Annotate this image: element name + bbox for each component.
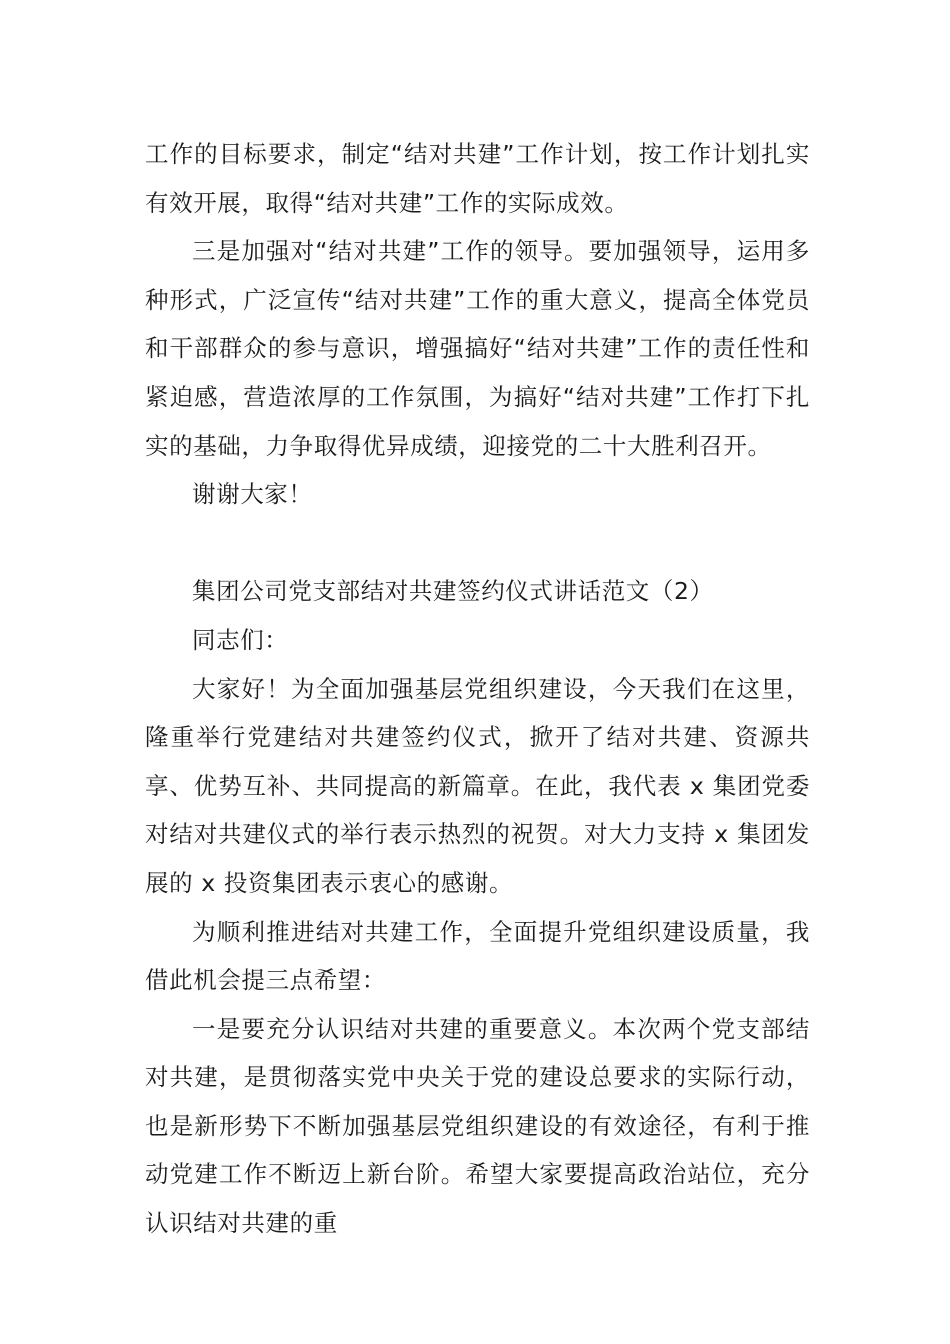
- paragraph-hopes-intro: 为顺利推进结对共建工作，全面提升党组织建设质量，我借此机会提三点希望：: [145, 917, 810, 995]
- paragraph-point-one: 一是要充分认识结对共建的重要意义。本次两个党支部结对共建，是贯彻落实党中央关于党的建设总要求的实际行动，也是新形势下不断加强基层党组织建设的有效途径，有利于推动党建工作不断迈上新台阶。希望大家要提高政治站位，充分认识结对共建的重: [145, 1014, 810, 1238]
- document-body: [145, 130, 810, 1248]
- section-title: 集团公司党支部结对共建签约仪式讲话范文（2）: [192, 577, 714, 606]
- paragraph-thanks: 谢谢大家！: [192, 480, 313, 509]
- paragraph-greeting: 大家好！为全面加强基层党组织建设，今天我们在这里，隆重举行党建结对共建签约仪式，掀开了结对共建、资源共享、优势互补、共同提高的新篇章。在此，我代表 x 集团党委对结对共建仪式的举行表示热烈的祝贺。对大力支持 x 集团发展的 x 投资集团表示衷心的感谢。: [145, 674, 810, 897]
- paragraph-continuation: 工作的目标要求，制定“结对共建”工作计划，按工作计划扎实有效开展，取得“结对共建”工作的实际成效。: [145, 140, 810, 217]
- salutation: 同志们：: [192, 625, 289, 654]
- paragraph-point-three: 三是加强对“结对共建”工作的领导。要加强领导，运用多种形式，广泛宣传“结对共建”工作的重大意义，提高全体党员和干部群众的参与意识，增强搞好“结对共建”工作的责任性和紧迫感，营造浓厚的工作氛围，为搞好“结对共建”工作打下扎实的基础，力争取得优异成绩，迎接党的二十大胜利召开。: [145, 237, 810, 460]
